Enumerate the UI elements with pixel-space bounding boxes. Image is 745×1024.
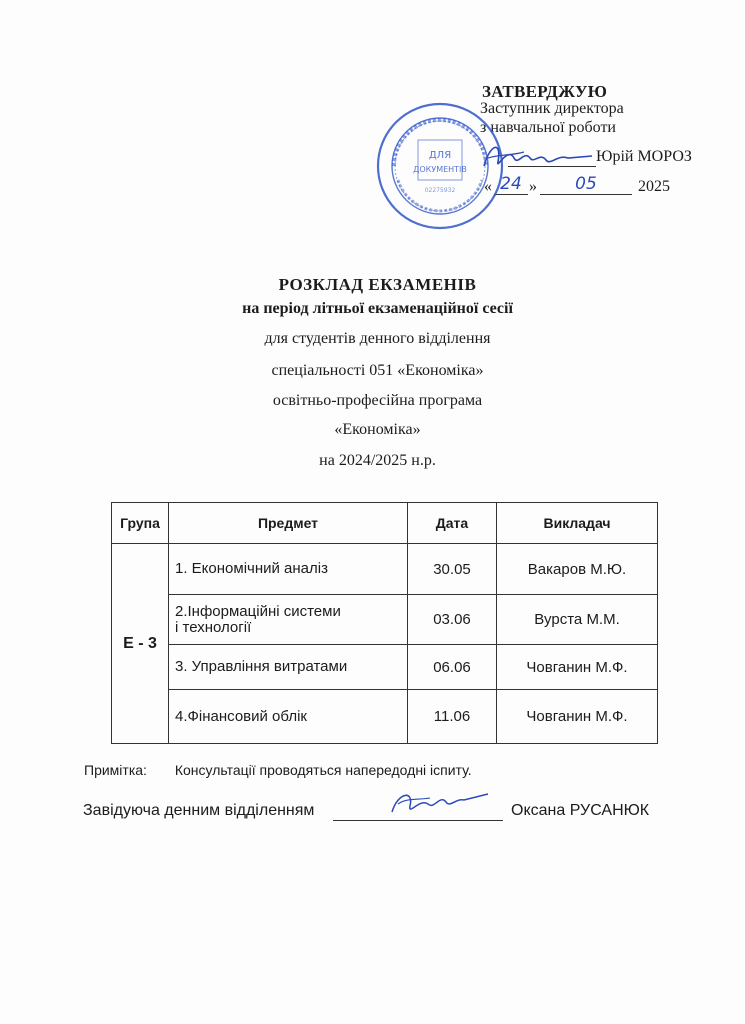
header-date: Дата — [408, 503, 497, 544]
header-group: Група — [112, 503, 169, 544]
document-audience: для студентів денного відділення — [264, 330, 491, 347]
svg-text:ДЛЯ: ДЛЯ — [428, 150, 452, 161]
teacher-cell: Човганин М.Ф. — [497, 690, 658, 744]
table-row — [112, 645, 658, 690]
table-row — [112, 690, 658, 744]
note-text: Консультації проводяться напередодні іспиту. — [174, 762, 472, 778]
exam-schedule-table — [111, 502, 658, 744]
subject-cell: 1. Економічний аналіз — [169, 544, 408, 595]
table-row — [112, 544, 658, 595]
document-period: на період літньої екзаменаційної сесії — [242, 300, 513, 317]
approval-department: з навчальної роботи — [480, 119, 616, 136]
document-program-name: «Економіка» — [334, 421, 421, 438]
approval-position: Заступник директора — [480, 100, 624, 117]
date-cell: 06.06 — [408, 645, 497, 690]
header-teacher: Викладач — [497, 503, 658, 544]
teacher-cell: Вакаров М.Ю. — [497, 544, 658, 595]
date-cell: 30.05 — [408, 544, 497, 595]
date-year: 2025 — [638, 178, 670, 195]
note-label: Примітка: — [84, 762, 147, 778]
approval-name: Юрій МОРОЗ — [596, 148, 692, 165]
document-year: на 2024/2025 н.р. — [319, 452, 436, 469]
svg-text:02275932: 02275932 — [424, 187, 456, 194]
department-head-signature — [384, 786, 494, 822]
subject-cell: 3. Управління витратами — [169, 645, 408, 690]
date-month: 05 — [540, 174, 632, 195]
subject-cell: 4.Фінансовий облік — [169, 690, 408, 744]
date-cell: 03.06 — [408, 595, 497, 645]
document-title: РОЗКЛАД ЕКЗАМЕНІВ — [278, 275, 477, 294]
approval-title: ЗАТВЕРДЖУЮ — [482, 82, 608, 101]
date-close-quote: » — [529, 178, 537, 195]
date-open-quote: « — [484, 178, 492, 195]
teacher-cell: Вурста М.М. — [497, 595, 658, 645]
document-program-label: освітньо-професійна програма — [272, 392, 483, 409]
approval-date — [484, 174, 670, 200]
table-header-row — [112, 503, 658, 544]
date-day: 24 — [494, 174, 528, 195]
approval-signature — [480, 136, 600, 178]
table-row — [112, 595, 658, 645]
document-specialty: спеціальності 051 «Економіка» — [271, 362, 484, 379]
svg-text:ДОКУМЕНТІВ: ДОКУМЕНТІВ — [413, 165, 467, 174]
header-subject: Предмет — [169, 503, 408, 544]
subject-cell: 2.Інформаційні системи і технології — [169, 595, 408, 645]
date-cell: 11.06 — [408, 690, 497, 744]
teacher-cell: Човганин М.Ф. — [497, 645, 658, 690]
group-cell: Е - 3 — [112, 544, 169, 744]
department-head-name: Оксана РУСАНЮК — [511, 802, 650, 819]
department-head-position: Завідуюча денним відділенням — [83, 802, 315, 819]
note — [84, 762, 472, 778]
